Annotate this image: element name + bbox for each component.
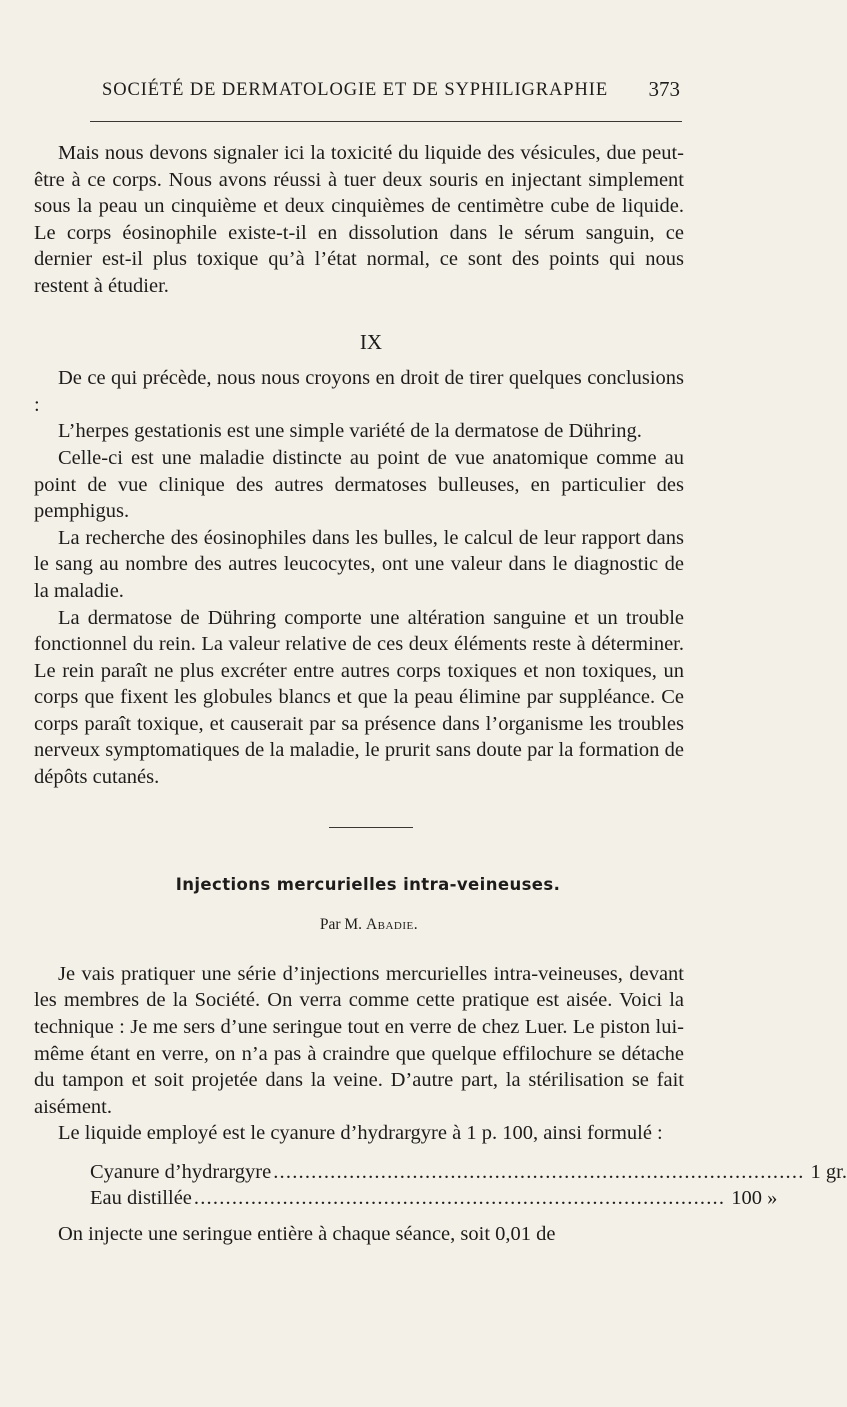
body-text <box>34 140 847 1248</box>
paragraph: De ce qui précède, nous nous croyons en droit de tirer quelques conclusions : <box>34 367 684 416</box>
page-header <box>90 72 682 112</box>
formula-ingredient: Eau distillée <box>90 1187 192 1209</box>
formula-ingredient: Cyanure d’hydrargyre <box>90 1161 272 1183</box>
formula-quantity: 1 gr. <box>810 1161 847 1183</box>
paragraph: On injecte une seringue entière à chaque séance, soit 0,01 de <box>58 1223 556 1245</box>
formula-quantity: 100 » <box>731 1187 778 1209</box>
article-author <box>34 912 684 939</box>
paragraph: Celle-ci est une maladie distincte au point de vue anatomique comme au point de vue clinique des autres dermatoses bulleuses, en particulier des pemphigus. <box>34 446 684 523</box>
article-title: Injections mercurielles intra-veineuses. <box>175 874 561 894</box>
paragraph: La recherche des éosinophiles dans les bulles, le calcul de leur rapport dans le sang au nombre des autres leucocytes, ont une valeur dans le diagnostic de la maladie. <box>34 526 684 602</box>
formula-row <box>34 1159 847 1185</box>
paragraph: La dermatose de Dühring comporte une altération sanguine et un trouble fonctionnel du rein. La valeur relative de ces deux éléments reste à déterminer. Le rein paraît ne plus excréter entre autres corps toxiques et non toxiques, un corps que fixent les globules blancs et que la peau élimine par suppléance. Ce corps paraît toxique, et causerait par sa présence dans l’organisme les troubles nerveux symptomatiques de la maladie, le prurit sans doute par la formation de dépôts cutanés. <box>34 606 684 789</box>
author-name: Abadie. <box>365 916 419 934</box>
section-number: IX <box>359 329 383 354</box>
paragraph: Le liquide employé est le cyanure d’hydrargyre à 1 p. 100, ainsi formulé : <box>58 1122 663 1145</box>
paragraph: L’herpes gestationis est une simple variété de la dermatose de Dühring. <box>58 420 642 443</box>
page-number: 373 <box>648 77 680 101</box>
paragraph: Je vais pratiquer une série d’injections mercurielles intra-veineuses, devant les membres de la Société. On verra comme cette pratique est aisée. Voici la technique : Je me sers d’une seringue tout en verre de chez Luer. Le piston lui-même étant en verre, on n’a pas à craindre que quelque effilochure se détache du tampon et soit projetée dans la veine. D’autre part, la stérilisation se fait aisément. <box>34 962 684 1118</box>
author-prefix: Par M. <box>319 916 363 934</box>
section-divider <box>329 827 413 828</box>
leader-dots: .................................................................................... <box>273 1161 805 1183</box>
formula-row <box>34 1185 778 1211</box>
header-rule <box>90 121 682 122</box>
leader-dots: .................................................................................... <box>193 1187 726 1209</box>
paragraph: Mais nous devons signaler ici la toxicité du liquide des vésicules, due peut-être à ce corps. Nous avons réussi à tuer deux souris en injectant simplement sous la peau un cinquième et deux cinquièmes de centimètre cube de liquide. Le corps éosinophile existe-t-il en dissolution dans le sérum sanguin, ce dernier est-il plus toxique qu’à l’état normal, ce sont des points qui nous restent à étudier. <box>34 142 684 297</box>
running-title: SOCIÉTÉ DE DERMATOLOGIE ET DE SYPHILIGRAPHIE <box>102 80 609 100</box>
formula-table <box>34 1159 847 1211</box>
